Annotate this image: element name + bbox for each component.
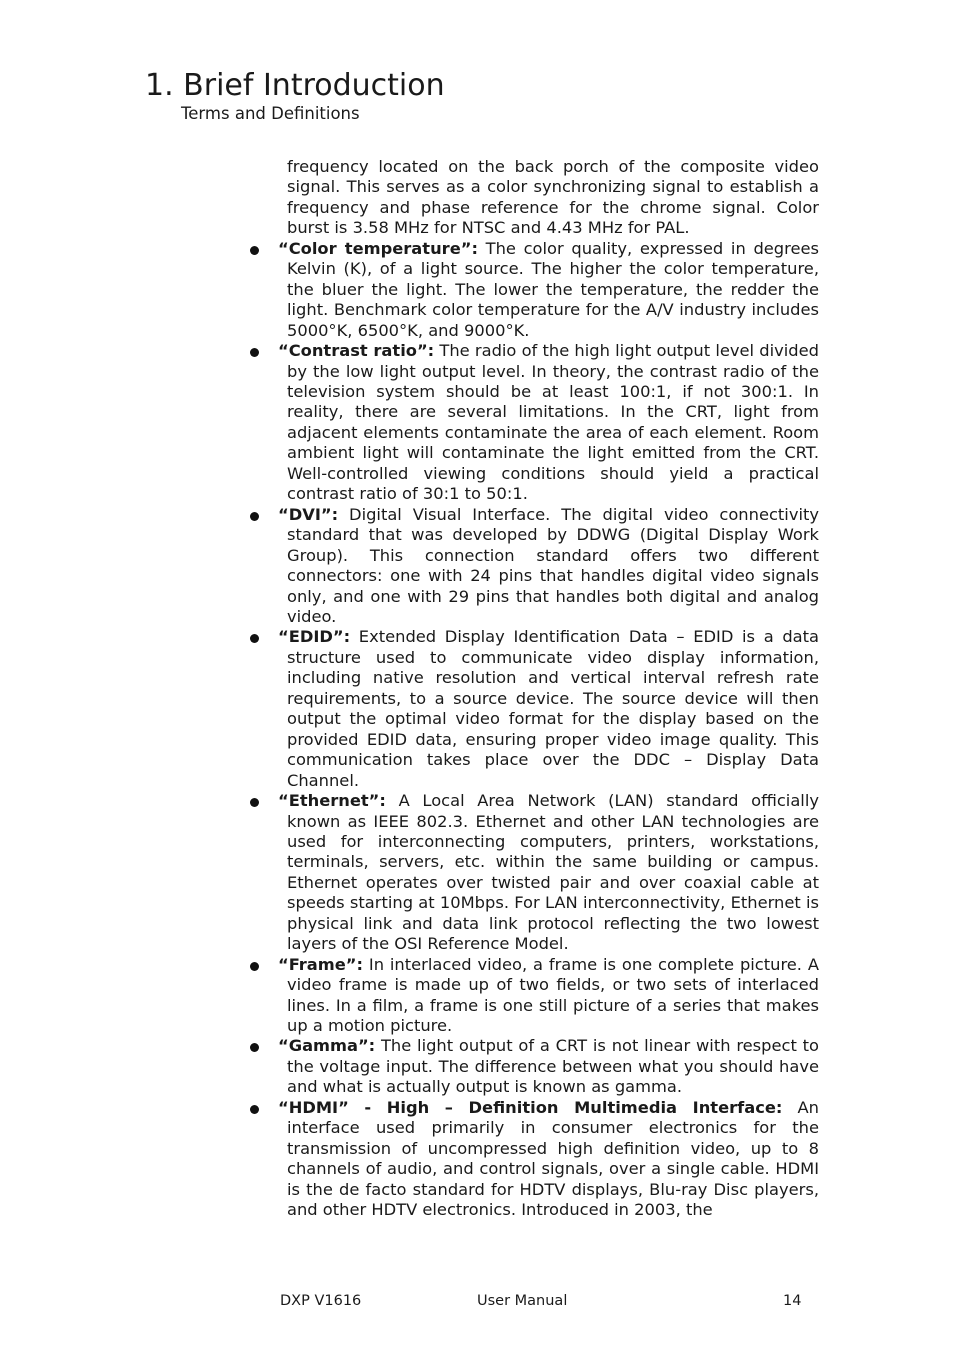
definition-term: “HDMI” - High – Definition Multimedia Interface: [278,1097,783,1117]
page-number: 14 [783,1293,802,1309]
definitions-body [278,157,820,1221]
definitions-list [278,238,820,1221]
definition-term: “Ethernet”: [278,791,386,811]
bullet-icon [250,348,259,357]
definition-term: “Gamma”: [278,1036,376,1056]
definition-term: “Contrast ratio”: [278,341,435,361]
definition-term: “Frame”: [278,954,364,974]
bullet-icon [250,1043,259,1052]
bullet-icon [250,798,259,807]
definition-text: The color quality, expressed in degrees Kelvin (K), of a light source. The higher the color temperature, the bluer the light. The lower the temperature, the redder the light. Benchmark color temperature for the A/V industry includes 5000°K, 6500°K, and 9000°K. [287,238,819,340]
definition-text: An interface used primarily in consumer electronics for the transmission of uncompressed high definition video, up to 8 channels of audio, and control signals, over a single cable. HDMI is the de facto standard for HDTV displays, Blu-ray Disc players, and other HDTV electronics. Introduced in 2003, the [287,1097,819,1220]
definition-item [278,504,820,628]
bullet-icon [250,962,259,971]
definition-item [278,627,819,791]
definition-text: The light output of a CRT is not linear with respect to the voltage input. The difference between what you should have and what is actually output is known as gamma. [287,1036,819,1097]
definition-item [278,954,819,1037]
page-title: 1. Brief Introduction [145,68,445,103]
bullet-icon [250,1105,259,1114]
continued-paragraph: frequency located on the back porch of the composite video signal. This serves as a color synchronizing signal to establish a frequency and phase reference for the chrome signal. Color burst is 3.58 MHz for NTSC and 4.43 MHz for PAL. [287,157,819,238]
definition-item [278,341,819,505]
definition-term: “Color temperature”: [278,238,478,258]
section-subtitle: Terms and Definitions [181,104,360,123]
definition-item [278,1097,819,1221]
bullet-icon [250,634,259,643]
definition-text: Digital Visual Interface. The digital video connectivity standard that was developed by DDWG (Digital Display Work Group). This connection standard offers two different connectors: one with 24 pins that handles digital video signals only, and one with 29 pins that handles both digital and analog video. [287,504,820,626]
definition-term: “DVI”: [278,504,339,524]
footer-product: DXP V1616 [280,1293,362,1309]
footer-doc-title: User Manual [477,1293,568,1309]
definition-text: In interlaced video, a frame is one complete picture. A video frame is made up of two fields, or two sets of interlaced lines. In a film, a frame is one still picture of a series that makes up a motion picture. [287,954,819,1036]
bullet-icon [250,512,259,521]
definition-item [278,238,819,341]
definition-term: “EDID”: [278,627,351,647]
definition-item [278,791,819,955]
definition-text: Extended Display Identification Data – EDID is a data structure used to communicate video display information, including native resolution and vertical interval refresh rate requirements, to a source device. The source device will then output the optimal video format for the display based on the provided EDID data, ensuring proper video image quality. This communication takes place over the DDC – Display Data Channel. [287,627,819,790]
definition-text: A Local Area Network (LAN) standard officially known as IEEE 802.3. Ethernet and other LAN technologies are used for interconnecting computers, printers, workstations, terminals, servers, etc. within the same building or campus. Ethernet operates over twisted pair and over coaxial cable at speeds starting at 10Mbps. For LAN interconnectivity, Ethernet is physical link and data link protocol reflecting the two lowest layers of the OSI Reference Model. [287,791,819,954]
definition-item [278,1036,819,1097]
definition-text: The radio of the high light output level divided by the low light output level. In theory, the contrast radio of the television system should be at least 100:1, if not 300:1. In reality, there are several limitations. In the CRT, light from adjacent elements contaminate the area of each element. Room ambient light will contaminate the light emitted from the CRT. Well-controlled viewing conditions should yield a practical contrast ratio of 30:1 to 50:1. [287,341,819,504]
bullet-icon [250,246,259,255]
